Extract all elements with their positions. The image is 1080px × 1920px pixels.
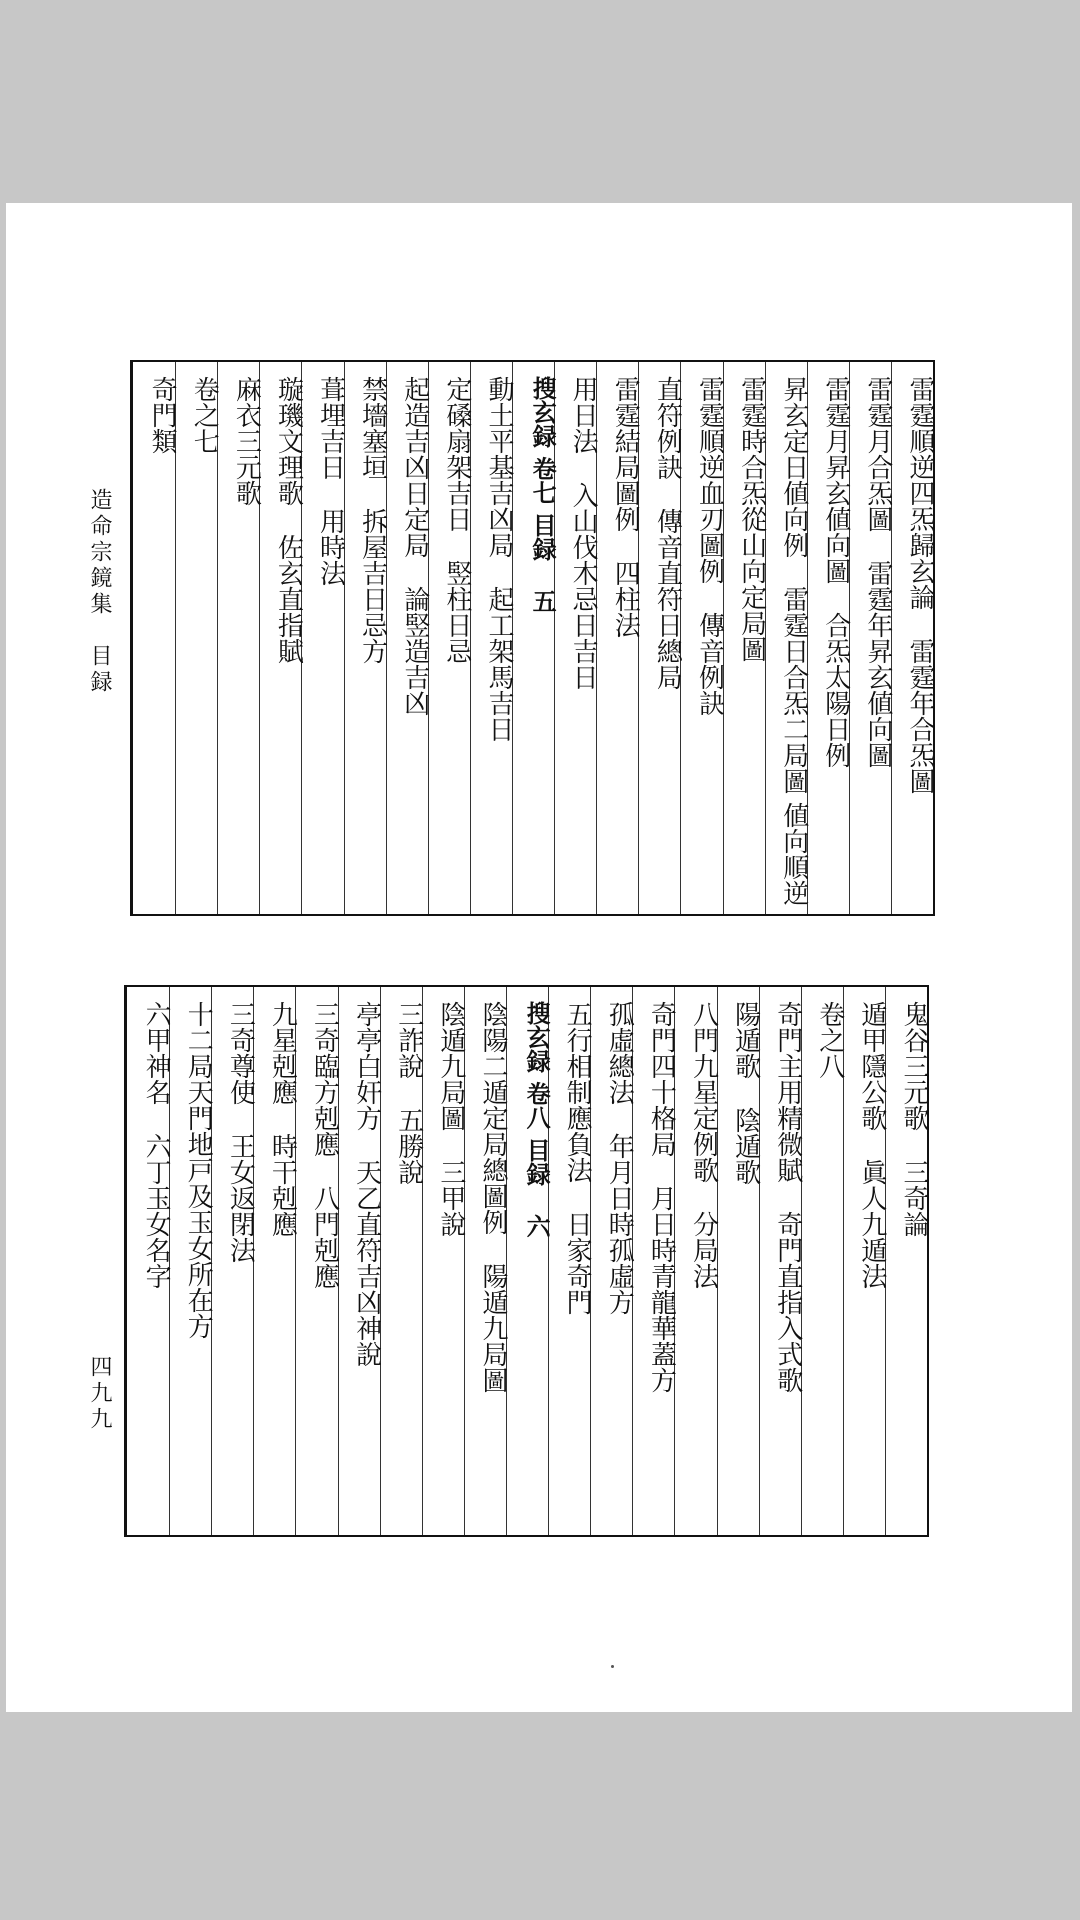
toc-entry-secondary: 奇門直指入式歌 [772, 1211, 803, 1393]
toc-column [548, 987, 593, 1535]
toc-entry-secondary: 王女返閉法 [225, 1133, 256, 1263]
toc-entry-secondary: 五勝說 [393, 1107, 424, 1185]
toc-entry: 麻衣三元歌 [231, 376, 262, 506]
toc-column [632, 987, 677, 1535]
toc-entry-secondary: 用時法 [315, 508, 346, 586]
toc-entry: 雷霆月合炁圖 [862, 376, 893, 532]
toc-entry: 雷霆月昇玄値向圖 [820, 376, 851, 584]
lower-table-of-contents [124, 985, 929, 1537]
toc-entry: 雷霆結局圖例 [610, 376, 641, 532]
running-title: 造命宗鏡集 目録 [87, 488, 112, 696]
toc-column [801, 987, 843, 1535]
toc-column [807, 362, 849, 914]
toc-entry-secondary: 竪柱日忌 [441, 560, 472, 664]
toc-entry-secondary: 論竪造吉凶 [399, 586, 430, 716]
speck [611, 1665, 614, 1668]
upper-table-of-contents [130, 360, 935, 916]
toc-entry-secondary: 分局法 [688, 1211, 719, 1289]
toc-entry: 定磉扇架吉日 [441, 376, 472, 532]
toc-entry: 鬼谷三元歌 [899, 1001, 929, 1131]
toc-entry: 陽遁歌 [730, 1001, 761, 1079]
toc-entry: 動土平基吉凶局 [483, 376, 514, 558]
toc-column [295, 987, 340, 1535]
toc-column [127, 987, 172, 1535]
toc-entry-secondary: 月日時青龍華蓋方 [646, 1185, 677, 1393]
toc-entry: 九星剋應 [267, 1001, 298, 1105]
toc-entry: 奇門類 [147, 376, 178, 454]
toc-entry-secondary: 眞人九遁法 [856, 1159, 887, 1289]
toc-column [759, 987, 801, 1535]
toc-entry: 遁甲隱公歌 [856, 1001, 887, 1131]
toc-entry: 雷霆順逆四炁歸玄論 [905, 376, 935, 610]
toc-entry-secondary: 傳音例訣 [694, 612, 725, 716]
toc-entry-secondary: 三奇論 [899, 1159, 929, 1237]
toc-column [175, 362, 220, 914]
toc-column [169, 987, 214, 1535]
toc-column [301, 362, 346, 914]
toc-column [428, 362, 470, 914]
toc-entry: 奇門四十格局 [646, 1001, 677, 1157]
toc-column [506, 987, 552, 1535]
toc-column [891, 362, 933, 914]
toc-column [259, 362, 304, 914]
toc-column [723, 362, 765, 914]
toc-column [717, 987, 759, 1535]
toc-entry-secondary: 雷霆年昇玄値向圖 [862, 560, 893, 768]
toc-column [338, 987, 380, 1535]
toc-entry-secondary: 年月日時孤虛方 [604, 1133, 635, 1315]
toc-entry: 搜玄録 卷八 目録 [522, 1001, 552, 1186]
toc-column [344, 362, 386, 914]
toc-entry-secondary: 陽遁九局圖 [477, 1263, 508, 1393]
toc-entry: 五行相制應負法 [562, 1001, 593, 1183]
toc-entry-secondary: 六 [522, 1213, 552, 1238]
toc-entry: 昇玄定日値向例 [778, 376, 809, 558]
toc-entry: 陰遁九局圖 [435, 1001, 466, 1131]
toc-column [765, 362, 807, 914]
toc-entry-secondary: 陰遁歌 [730, 1107, 761, 1185]
toc-entry: 卷之七 [189, 376, 220, 454]
toc-entry: 用日法 [568, 376, 599, 454]
toc-column [386, 362, 428, 914]
toc-entry-secondary: 佐玄直指賦 [273, 534, 304, 664]
toc-column [680, 362, 725, 914]
toc-entry: 搜玄録 卷七 目録 [528, 376, 558, 561]
toc-entry-secondary: 入山伐木忌日吉日 [568, 482, 599, 690]
toc-column [885, 987, 927, 1535]
toc-column [554, 362, 599, 914]
toc-entry: 璇璣文理歌 [273, 376, 304, 506]
toc-entry: 十二局天門地戸及玉女所在方 [183, 1001, 214, 1339]
toc-entry: 三奇尊使 [225, 1001, 256, 1105]
toc-entry-secondary: 時干剋應 [267, 1133, 298, 1237]
toc-entry-secondary: 起工架馬吉日 [483, 586, 514, 742]
toc-entry: 六甲神名 [141, 1001, 172, 1105]
toc-column [512, 362, 558, 914]
toc-entry-secondary: 三甲說 [435, 1159, 466, 1237]
toc-entry-secondary: 六丁玉女名字 [141, 1133, 172, 1289]
toc-entry-secondary: 日家奇門 [562, 1211, 593, 1315]
toc-column [464, 987, 506, 1535]
toc-column [211, 987, 256, 1535]
toc-entry: 亭亭白奸方 [351, 1001, 382, 1131]
document-page [6, 203, 1072, 1712]
toc-column [590, 987, 635, 1535]
toc-entry: 三詐說 [393, 1001, 424, 1079]
toc-entry-secondary: 八門剋應 [309, 1185, 340, 1289]
toc-column [596, 362, 641, 914]
toc-column [253, 987, 298, 1535]
toc-column [133, 362, 178, 914]
toc-entry: 雷霆順逆血刃圖例 [694, 376, 725, 584]
toc-entry-secondary: 傳音直符日總局 [652, 508, 683, 690]
toc-entry: 陰陽二遁定局總圖例 [477, 1001, 508, 1235]
toc-entry-secondary: 天乙直符吉凶神說 [351, 1159, 382, 1367]
toc-column [217, 362, 262, 914]
toc-entry-secondary: 合炁太陽日例 [820, 612, 851, 768]
toc-entry: 雷霆時合炁從山向定局圖 [736, 376, 767, 662]
toc-column [380, 987, 422, 1535]
toc-entry-secondary: 拆屋吉日忌方 [357, 508, 388, 664]
toc-entry: 葺埋吉日 [315, 376, 346, 480]
toc-entry: 禁墻塞垣 [357, 376, 388, 480]
toc-entry: 卷之八 [814, 1001, 845, 1079]
toc-column [638, 362, 683, 914]
toc-entry-secondary: 四柱法 [610, 560, 641, 638]
toc-entry: 三奇臨方剋應 [309, 1001, 340, 1157]
toc-entry: 起造吉凶日定局 [399, 376, 430, 558]
page-number: 四九九 [87, 1355, 112, 1433]
toc-entry-secondary: 雷霆日合炁二局圖 値向順逆 [778, 586, 809, 907]
toc-entry-secondary: 五 [528, 588, 558, 613]
toc-column [849, 362, 891, 914]
toc-entry: 八門九星定例歌 [688, 1001, 719, 1183]
toc-column [843, 987, 885, 1535]
toc-column [422, 987, 464, 1535]
toc-column [470, 362, 512, 914]
toc-entry: 直符例訣 [652, 376, 683, 480]
toc-entry: 奇門主用精微賦 [772, 1001, 803, 1183]
toc-column [674, 987, 719, 1535]
toc-entry-secondary: 雷霆年合炁圖 [905, 638, 935, 794]
toc-entry: 孤虛總法 [604, 1001, 635, 1105]
